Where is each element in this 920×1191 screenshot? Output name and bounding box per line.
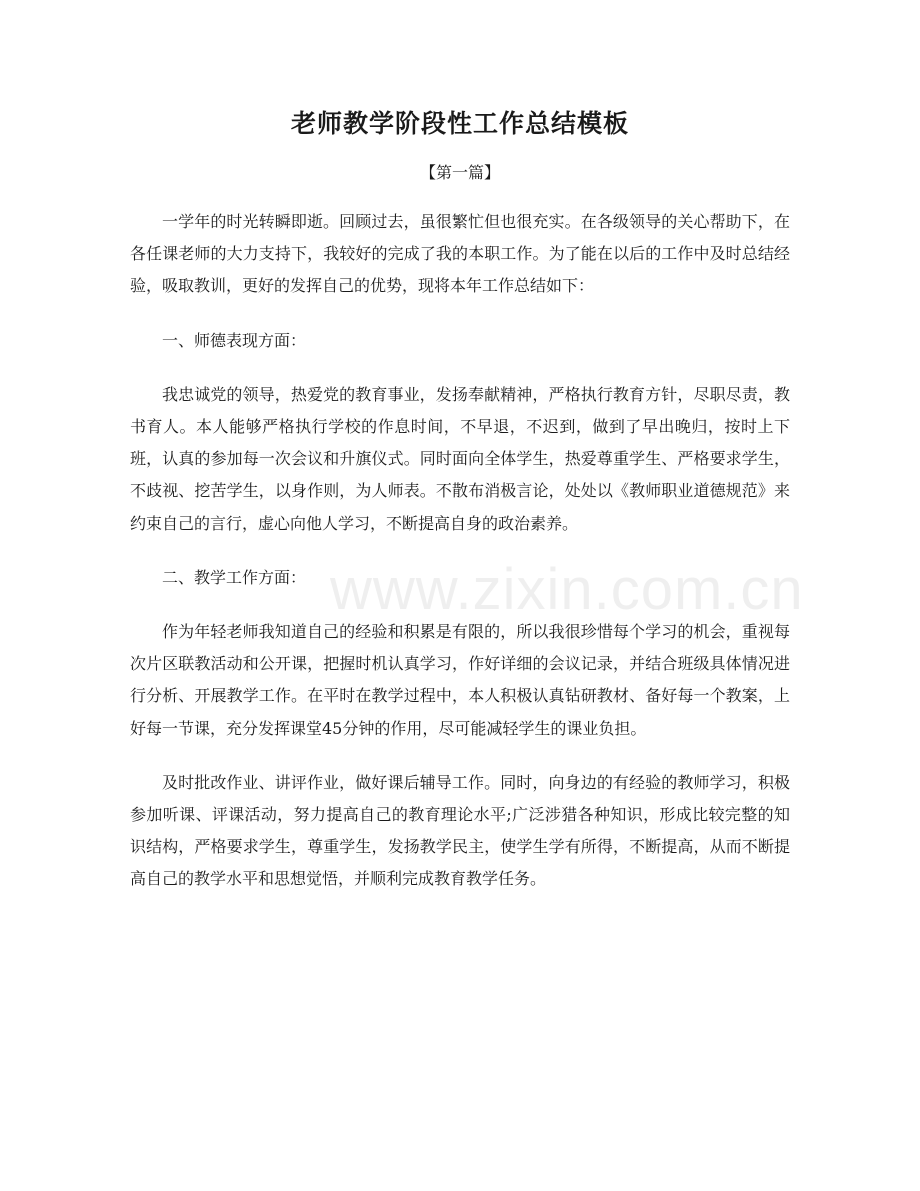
paragraph-teaching: 作为年轻老师我知道自己的经验和积累是有限的，所以我很珍惜每个学习的机会，重视每次片区联教活动和公开课，把握时机认真学习，作好详细的会议记录，并结合班级具体情况进行分析、开展教学工作。在平时在教学过程中，本人积极认真钻研教材、备好每一个教案，上好每一节课，充分发挥课堂45分钟的作用，尽可能减轻学生的课业负担。 bbox=[130, 622, 790, 738]
heading-teaching: 二、教学工作方面： bbox=[162, 567, 307, 587]
section-tag: 【第一篇】 bbox=[419, 163, 500, 182]
heading-ethics: 一、师德表现方面： bbox=[162, 330, 307, 350]
document-title: 老师教学阶段性工作总结模板 bbox=[290, 109, 629, 138]
paragraph-intro: 一学年的时光转瞬即逝。回顾过去，虽很繁忙但也很充实。在各级领导的关心帮助下，在各任课老师的大力支持下，我较好的完成了我的本职工作。为了能在以后的工作中及时总结经验，吸取教训，更好的发挥自己的优势，现将本年工作总结如下： bbox=[130, 212, 790, 296]
document-body bbox=[130, 206, 790, 918]
paragraph-ethics: 我忠诚党的领导，热爱党的教育事业，发扬奉献精神，严格执行教育方针，尽职尽责，教书育人。本人能够严格执行学校的作息时间，不早退，不迟到，做到了早出晚归，按时上下班，认真的参加每一次会议和升旗仪式。同时面向全体学生，热爱尊重学生、严格要求学生，不歧视、挖苦学生，以身作则，为人师表。不散布消极言论，处处以《教师职业道德规范》来约束自己的言行，虚心向他人学习，不断提高自身的政治素养。 bbox=[130, 384, 790, 533]
watermark: www.zixin.com.cn bbox=[330, 557, 804, 622]
paragraph-homework: 及时批改作业、讲评作业，做好课后辅导工作。同时，向身边的有经验的教师学习，积极参加听课、评课活动，努力提高自己的教育理论水平;广泛涉猎各种知识，形成比较完整的知识结构，严格要求学生，尊重学生，发扬教学民主，使学生学有所得，不断提高，从而不断提高自己的教学水平和思想觉悟，并顺利完成教育教学任务。 bbox=[130, 772, 790, 889]
